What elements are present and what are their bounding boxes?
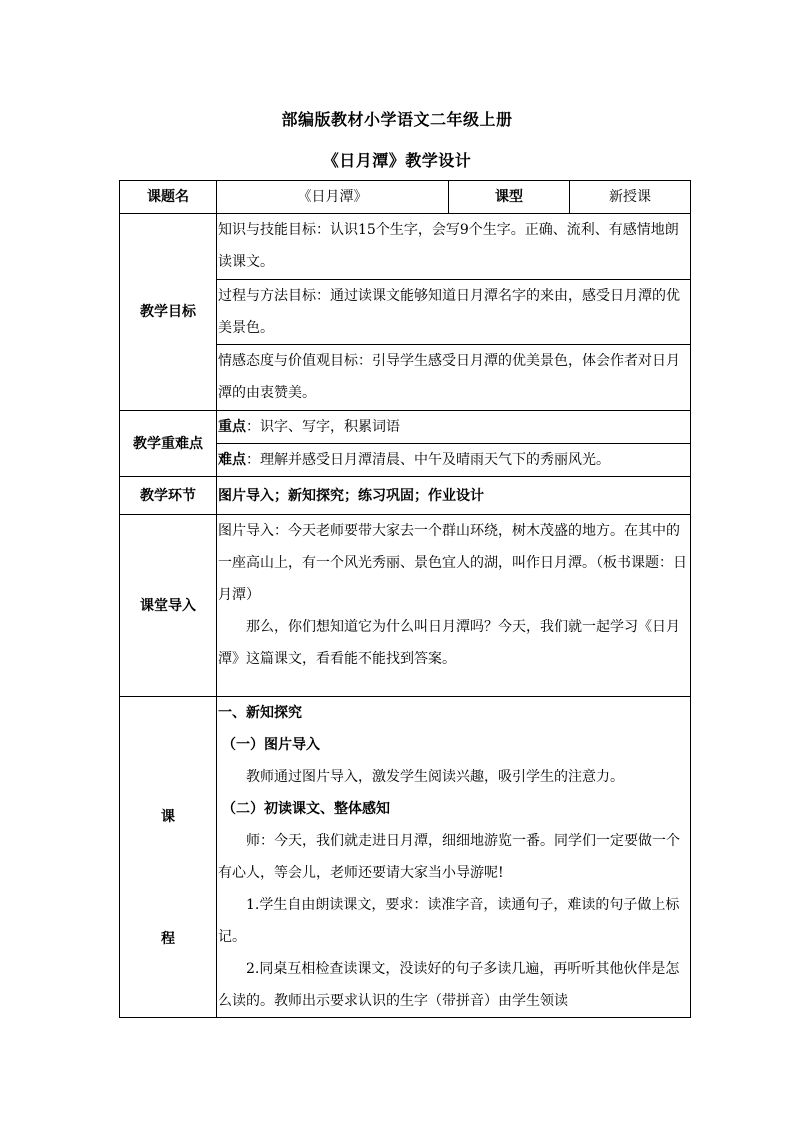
row-process: [120, 697, 691, 1018]
row-topic: [120, 181, 691, 214]
label-goals: 教学目标: [120, 214, 217, 411]
label-type: 课型: [449, 181, 570, 214]
intro-paragraph-2: 那么，你们想知道它为什么叫日月潭吗？今天，我们就一起学习《日月潭》这篇课文，看看能不能找到答案。: [218, 619, 680, 667]
difficulty-label: 难点: [218, 452, 246, 468]
steps-text: 图片导入；新知探究；练习巩固；作业设计: [217, 477, 691, 515]
row-steps: [120, 477, 691, 515]
type-value: 新授课: [570, 181, 691, 214]
label-intro: 课堂导入: [120, 515, 217, 697]
label-steps: 教学环节: [120, 477, 217, 515]
key-text: ：识字、写字，积累词语: [246, 419, 400, 435]
topic-value: 《日月潭》: [217, 181, 449, 214]
difficulty-point: [217, 444, 691, 477]
process-label-char-2: 程: [161, 931, 175, 947]
process-paragraph-1: 教师通过图片导入，激发学生阅读兴趣，吸引学生的注意力。: [246, 769, 624, 785]
label-key-points: 教学重难点: [120, 411, 217, 477]
row-goal-1: [120, 214, 691, 280]
subsection-heading-1: （一）图片导入: [222, 737, 320, 753]
goal-knowledge: 知识与技能目标：认识15个生字，会写9个生字。正确、流利、有感情地朗读课文。: [217, 214, 691, 280]
label-topic: 课题名: [120, 181, 217, 214]
lesson-plan-table: [119, 180, 691, 1018]
document-title-line2: 《日月潭》教学设计: [322, 151, 472, 170]
process-paragraph-2: 师：今天，我们就走进日月潭，细细地游览一番。同学们一定要做一个有心人，等会儿，老师还要请大家当小导游呢!: [218, 833, 680, 881]
process-content: [217, 697, 691, 1018]
process-paragraph-3: 1.学生自由朗读课文，要求：读准字音，读通句子，难读的句子做上标记。: [218, 897, 680, 945]
row-intro: [120, 515, 691, 697]
goal-process: 过程与方法目标：通过读课文能够知道日月潭名字的来由，感受日月潭的优美景色。: [217, 280, 691, 345]
key-point: [217, 411, 691, 444]
intro-content: [217, 515, 691, 697]
label-process: [120, 697, 217, 1018]
row-key: [120, 411, 691, 444]
intro-paragraph-1: 图片导入：今天老师要带大家去一个群山环绕，树木茂盛的地方。在其中的一座高山上，有一个风光秀丽、景色宜人的湖，叫作日月潭。（板书课题：日月潭）: [218, 523, 687, 603]
subsection-heading-2: （二）初读课文、整体感知: [222, 801, 390, 817]
difficulty-text: ：理解并感受日月潭清晨、中午及晴雨天气下的秀丽风光。: [246, 452, 610, 468]
process-paragraph-4: 2.同桌互相检查读课文，没读好的句子多读几遍，再听听其他伙伴是怎么读的。教师出示要求认识的生字（带拼音）由学生领读: [218, 961, 680, 1009]
section-heading: 一、新知探究: [218, 705, 302, 721]
process-label-char-1: 课: [161, 809, 175, 825]
goal-emotion: 情感态度与价值观目标：引导学生感受日月潭的优美景色，体会作者对日月潭的由衷赞美。: [217, 345, 691, 411]
key-label: 重点: [218, 419, 246, 435]
document-title-line1: 部编版教材小学语文二年级上册: [281, 110, 513, 129]
